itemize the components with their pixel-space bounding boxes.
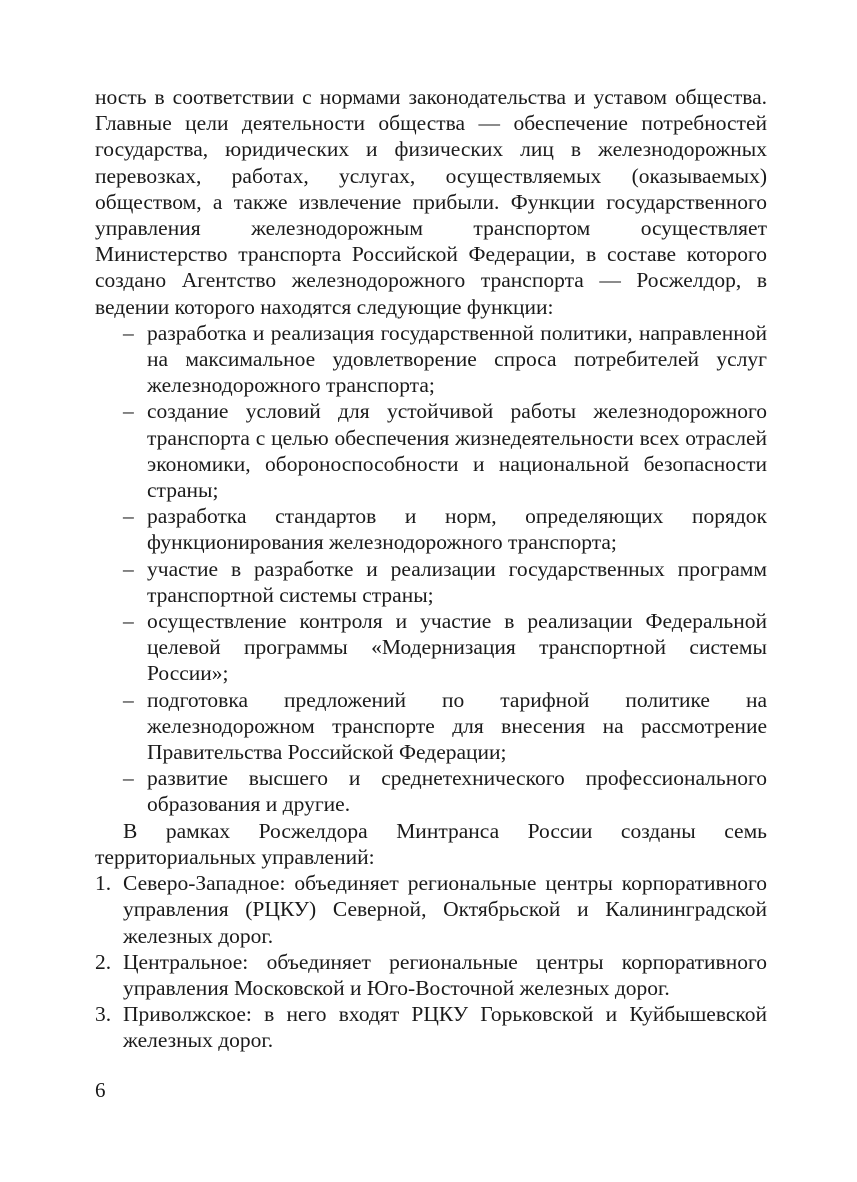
list-item [123, 765, 767, 817]
number-marker: 2. [95, 949, 112, 974]
list-item-text: осуществление контроля и участие в реализации Федеральной целевой программы «Модернизация транспортной системы России»; [147, 609, 767, 686]
list-item [95, 1001, 767, 1053]
page-number: 6 [95, 1078, 106, 1102]
list-item-text: Приволжское: в него входят РЦКУ Горьковской и Куйбышевской железных дорог. [123, 1002, 767, 1053]
list-item [123, 556, 767, 608]
list-item [123, 503, 767, 555]
paragraph-intro: ность в соответствии с нормами законодательства и уставом общества. Главные цели деятельности общества — обеспечение потребностей государства, юридических и физических лиц в железнодорожных перевозках, работах, услугах, осуществляемых (оказываемых) обществом, а также извлечение прибыли. Функции государственного управления железнодорожным транспортом осуществляет Министерство транспорта Российской Федерации, в составе которого создано Агентство железнодорожного транспорта — Росжелдор, в ведении которого находятся следующие функции: [95, 85, 767, 319]
territorial-units-list [95, 870, 767, 1053]
list-item [123, 398, 767, 503]
list-item-text: Северо-Западное: объединяет региональные центры корпоративного управления (РЦКУ) Северной, Октябрьской и Калининградской железных дорог. [123, 871, 767, 948]
dash-marker: – [123, 504, 134, 529]
list-item-text: Центральное: объединяет региональные центры корпоративного управления Московской и Юго-Восточной железных дорог. [123, 949, 767, 1000]
list-item-text: развитие высшего и среднетехнического профессионального образования и другие. [147, 766, 767, 817]
list-item-text: разработка стандартов и норм, определяющих порядок функционирования железнодорожного транспорта; [147, 504, 767, 555]
list-item-text: создание условий для устойчивой работы железнодорожного транспорта с целью обеспечения жизнедеятельности всех отраслей экономики, обороноспособности и национальной безопасности страны; [147, 399, 767, 503]
list-item [123, 687, 767, 766]
list-item-text: разработка и реализация государственной политики, направленной на максимальное удовлетворение спроса потребителей услуг железнодорожного транспорта; [147, 320, 767, 398]
list-item [95, 870, 767, 949]
page-body [95, 84, 767, 1054]
number-marker: 1. [95, 871, 112, 896]
dash-marker: – [123, 320, 134, 345]
list-item [123, 608, 767, 687]
dash-marker: – [123, 687, 134, 712]
dash-marker: – [123, 556, 134, 581]
list-item-text: участие в разработке и реализации государственных программ транспортной системы страны; [147, 556, 767, 607]
functions-list [95, 320, 767, 818]
dash-marker: – [123, 766, 134, 791]
list-item [95, 949, 767, 1001]
number-marker: 3. [95, 1002, 112, 1027]
dash-marker: – [123, 399, 134, 424]
dash-marker: – [123, 609, 134, 634]
paragraph-territorial: В рамках Росжелдора Минтранса России созданы семь территориальных управлений: [95, 818, 767, 869]
list-item [123, 320, 767, 399]
list-item-text: подготовка предложений по тарифной политике на железнодорожном транспорте для внесения на рассмотрение Правительства Российской Федерации; [147, 687, 767, 765]
